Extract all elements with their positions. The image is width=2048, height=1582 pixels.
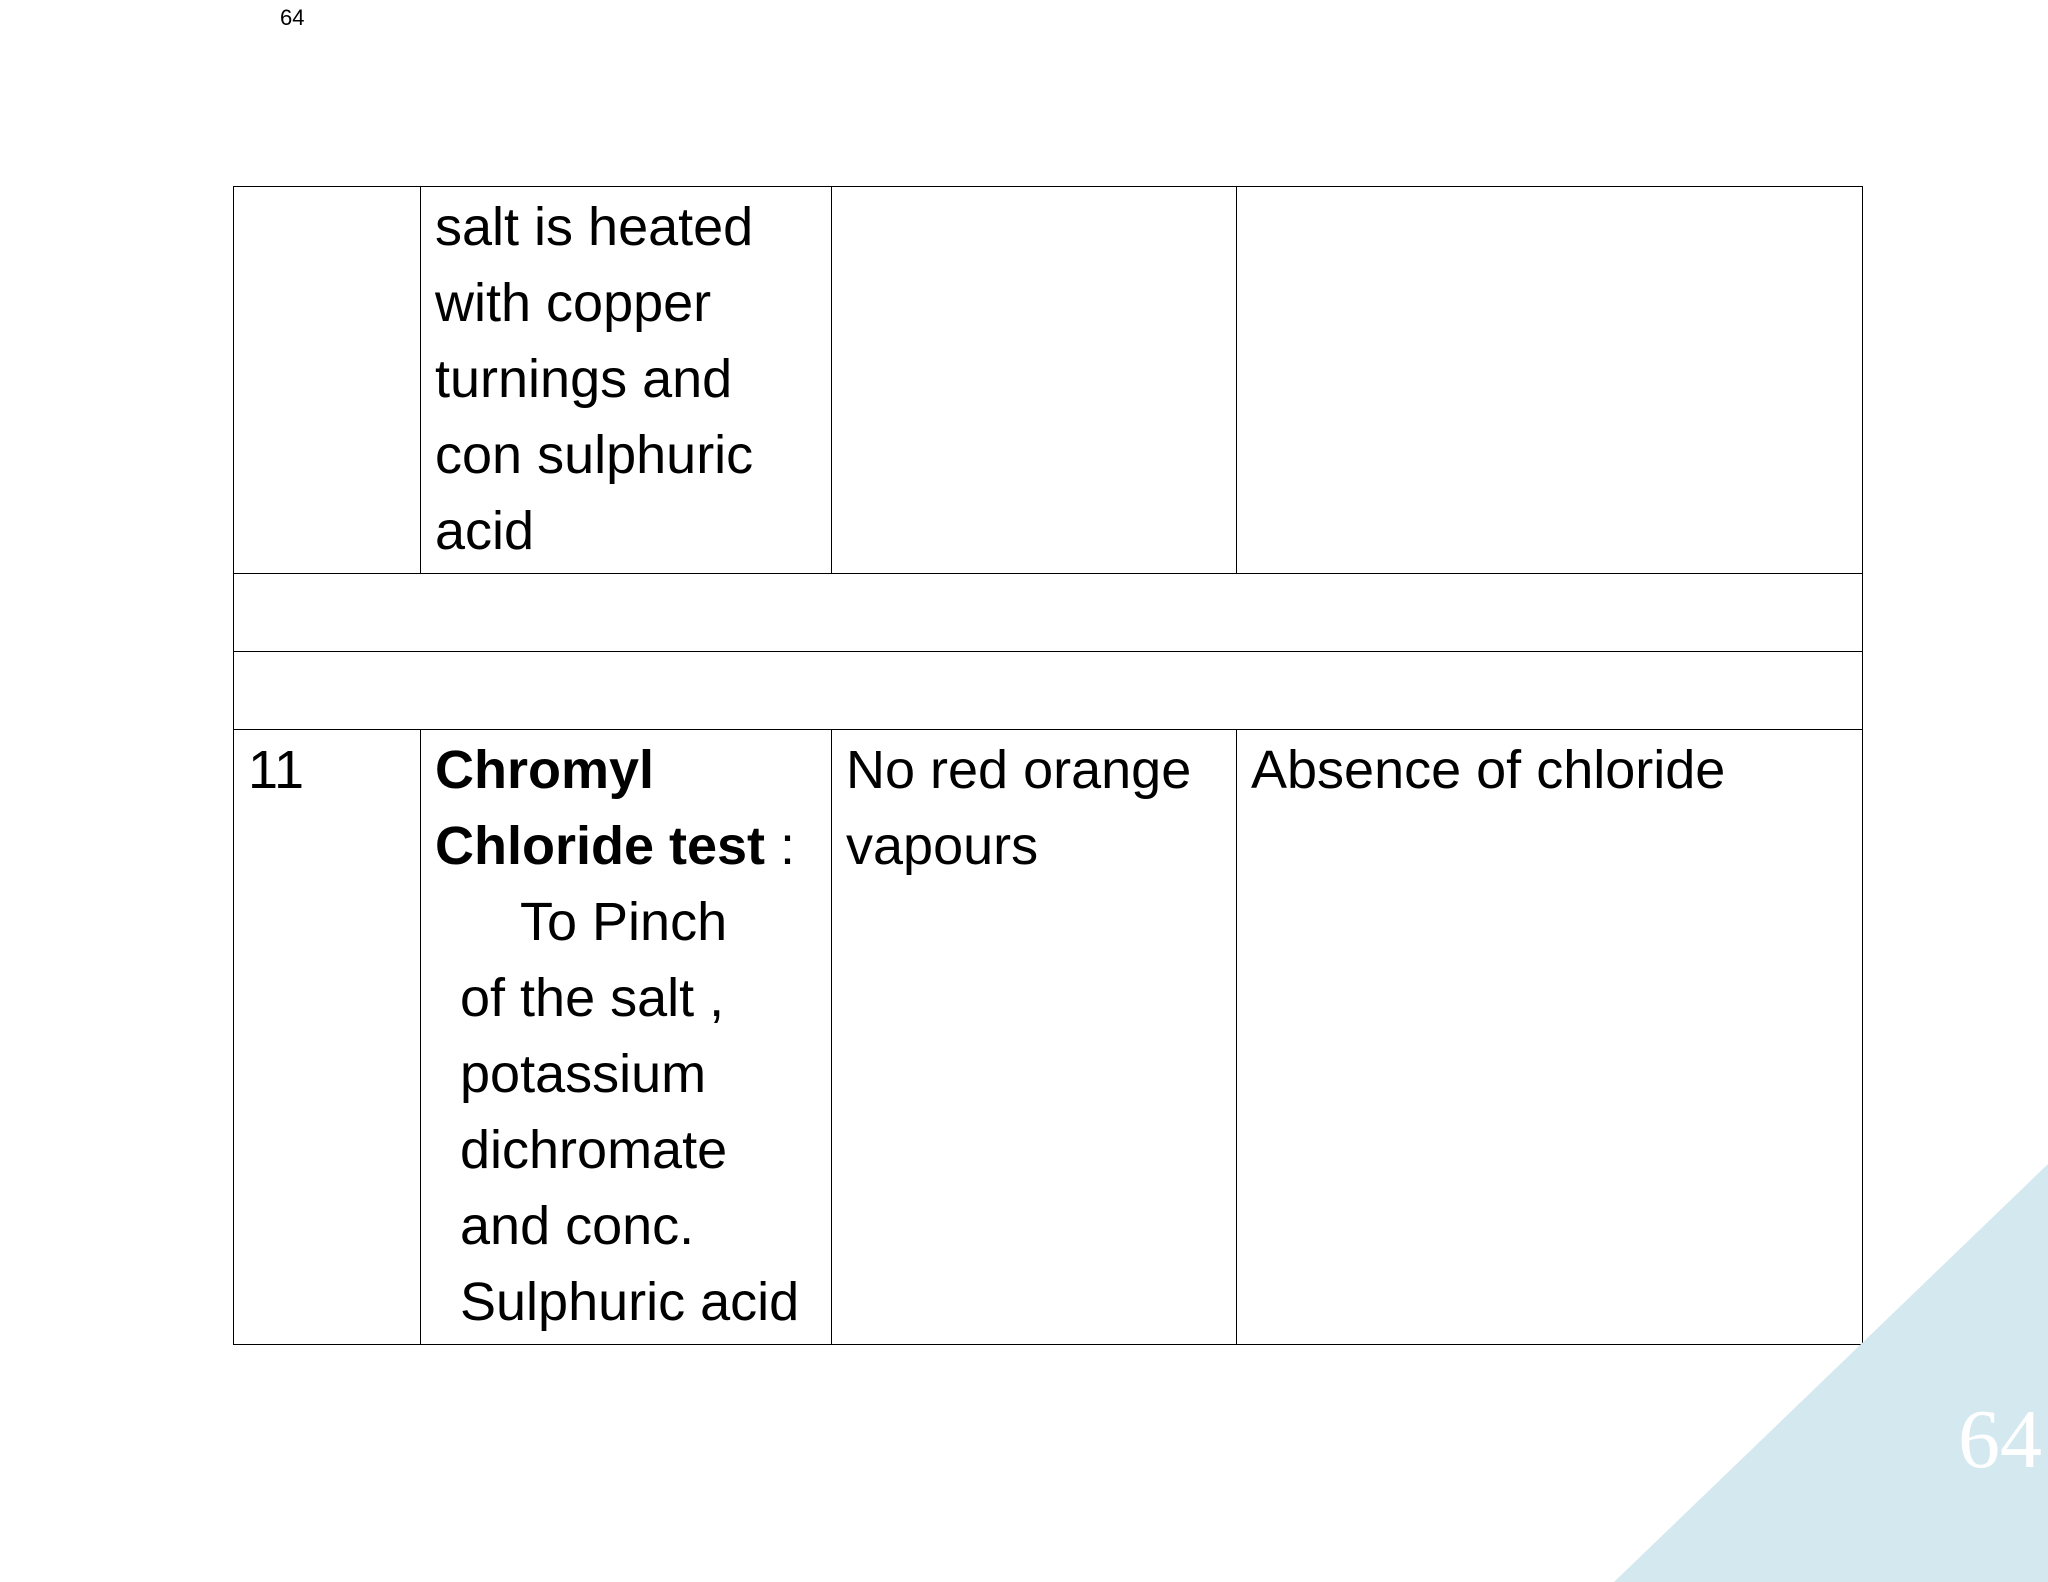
corner-decoration xyxy=(1614,1164,2048,1582)
table-cell-serial: 11 xyxy=(234,730,421,1345)
test-title-separator: : xyxy=(765,816,796,876)
test-title: Chromyl Chloride test xyxy=(435,740,766,876)
table-cell-observation: No red orange vapours xyxy=(832,730,1237,1345)
table-row xyxy=(234,187,1863,574)
corner-page-number: 64 xyxy=(1958,1393,2042,1486)
table-cell-inference: Absence of chloride xyxy=(1237,730,1863,1345)
empty-cell xyxy=(234,652,1863,730)
table-row-empty xyxy=(234,574,1863,652)
table-row-empty xyxy=(234,652,1863,730)
procedure-text: of the salt , potassium dichromate and conc. Sulphuric acid xyxy=(460,968,800,1332)
table-cell-inference xyxy=(1237,187,1863,574)
procedure-first-line: To Pinch xyxy=(520,892,728,952)
table-cell-experiment xyxy=(421,730,832,1345)
empty-cell xyxy=(234,574,1863,652)
header-page-number: 64 xyxy=(280,5,305,30)
table-cell-observation xyxy=(832,187,1237,574)
table-cell-serial xyxy=(234,187,421,574)
table-cell-experiment: salt is heated with copper turnings and con sulphuric acid xyxy=(421,187,832,574)
